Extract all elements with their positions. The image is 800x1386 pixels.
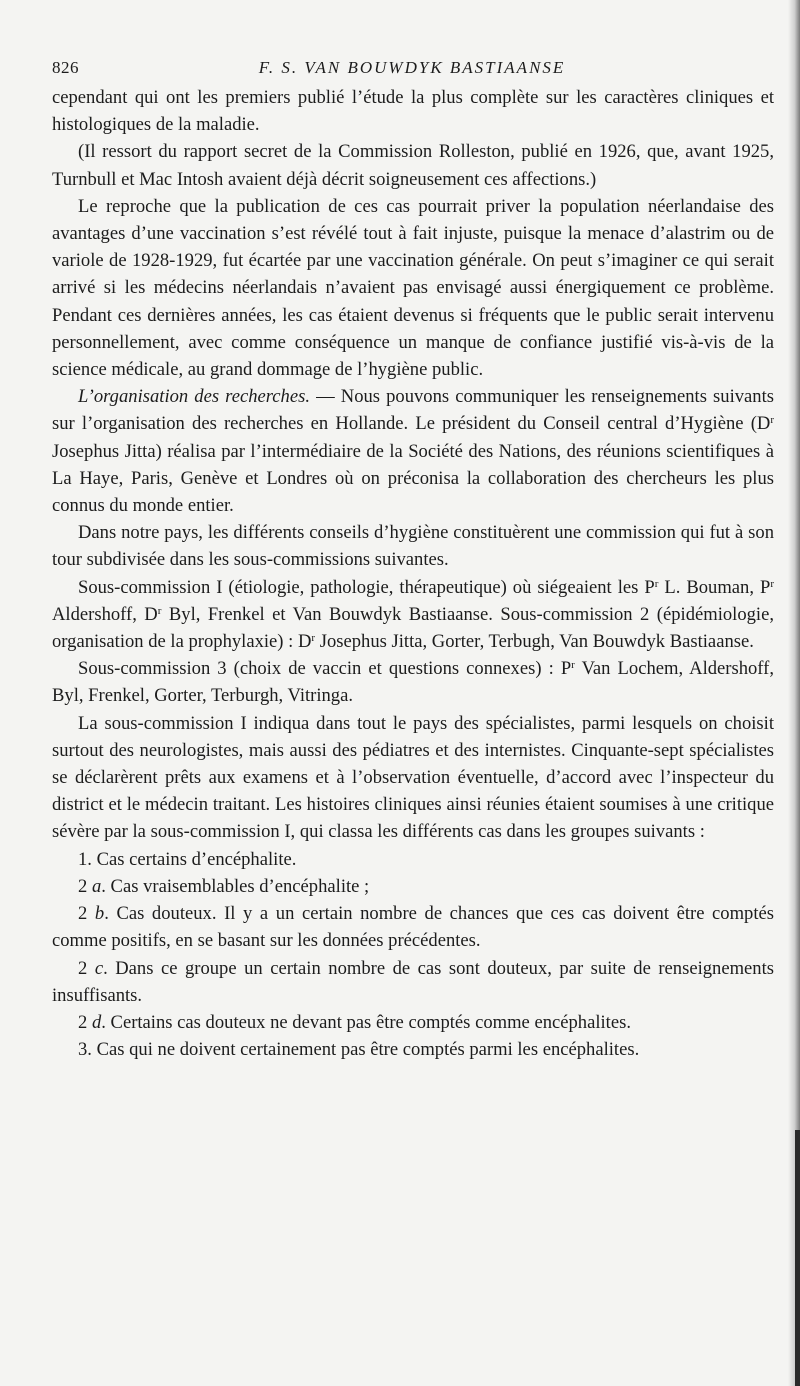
- paragraph-4: L’organisation des recherches. — Nous pouvons communiquer les renseignements suivants sur l’organisation des recherches en Hollande. Le président du Conseil central d’Hygiène ($D^r$ Josephus Jitta) réalisa par l’intermédiaire de la Société des Nations, des réunions scientifiques à La Haye, Paris, Genève et Londres où on préconisa la collaboration des chercheurs les plus connus du monde entier.: [52, 386, 774, 517]
- paragraph-7: Sous-commission 3 (choix de vaccin et questions connexes) : $P^r$ Van Lochem, Aldershoff, Byl, Frenkel, Gorter, Terburgh, Vitringa.: [52, 658, 774, 707]
- list-item-1: 1. Cas certains d’encéphalite.: [78, 848, 297, 870]
- list-item-2b: 2 b. Cas douteux. Il y a un certain nombre de chances que ces cas doivent être comptés comme positifs, en se basant sur les données précédentes.: [52, 903, 774, 952]
- paragraph-2: (Il ressort du rapport secret de la Commission Rolleston, publié en 1926, que, avant 1925, Turnbull et Mac Intosh avaient déjà décrit soigneusement ces affections.): [52, 141, 774, 190]
- list-item-3: 3. Cas qui ne doivent certainement pas être comptés parmi les encéphalites.: [78, 1039, 640, 1061]
- page-number: 826: [52, 58, 79, 77]
- list-item-2c: 2 c. Dans ce groupe un certain nombre de cas sont douteux, par suite de renseignements insuffisants.: [52, 957, 775, 1006]
- section-title: L’organisation des recherches.: [78, 386, 310, 408]
- running-title: F. S. VAN BOUWDYK BASTIAANSE: [258, 58, 566, 77]
- list-item-2a: 2 a. Cas vraisemblables d’encéphalite ;: [78, 875, 370, 897]
- paragraph-1: cependant qui ont les premiers publié l’étude la plus complète sur les caractères cliniques et histologiques de la maladie.: [52, 87, 774, 136]
- paragraph-5: Dans notre pays, les différents conseils d’hygiène constituèrent une commission qui fut à son tour subdivisée dans les sous-commissions suivantes.: [52, 522, 774, 571]
- paragraph-6: Sous-commission I (étiologie, pathologie, thérapeutique) où siégeaient les $P^r$ L. Bouman, $P^r$ Aldershoff, $D^r$ Byl, Frenkel et Van Bouwdyk Bastiaanse. Sous-commission 2 (épidémiologie, organisation de la prophylaxie) : $D^r$ Josephus Jitta, Gorter, Terbugh, Van Bouwdyk Bastiaanse.: [52, 576, 774, 653]
- paragraph-8: La sous-commission I indiqua dans tout le pays des spécialistes, parmi lesquels on choisit surtout des neurologistes, mais aussi des pédiatres et des internistes. Cinquante-sept spécialistes se déclarèrent prêts aux examens et à l’observation éventuelle, d’accord avec l’inspecteur du district et le médecin traitant. Les histoires cliniques ainsi réunies étaient soumises à une critique sévère par la sous-commission I, qui classa les différents cas dans les groupes suivants :: [52, 712, 774, 843]
- body-text: [52, 84, 774, 1063]
- page-header: [52, 58, 772, 84]
- scan-edge-dark: [795, 1130, 800, 1386]
- list-item-2d: 2 d. Certains cas douteux ne devant pas être comptés comme encéphalites.: [78, 1011, 631, 1033]
- paragraph-3: Le reproche que la publication de ces cas pourrait priver la population néerlandaise des avantages d’une vaccination s’est révélé tout à fait injuste, puisque la menace d’alastrim ou de variole de 1928-1929, fut écartée par une vaccination générale. On peut s’imaginer ce qui serait arrivé si les médecins néerlandais n’avaient pas envisagé aussi énergiquement ce problème. Pendant ces dernières années, les cas étaient devenus si fréquents que le public serait intervenu personnellement, avec comme conséquence un manque de confiance justifié vis-à-vis de la science médicale, au grand dommage de l’hygiène public.: [52, 195, 774, 381]
